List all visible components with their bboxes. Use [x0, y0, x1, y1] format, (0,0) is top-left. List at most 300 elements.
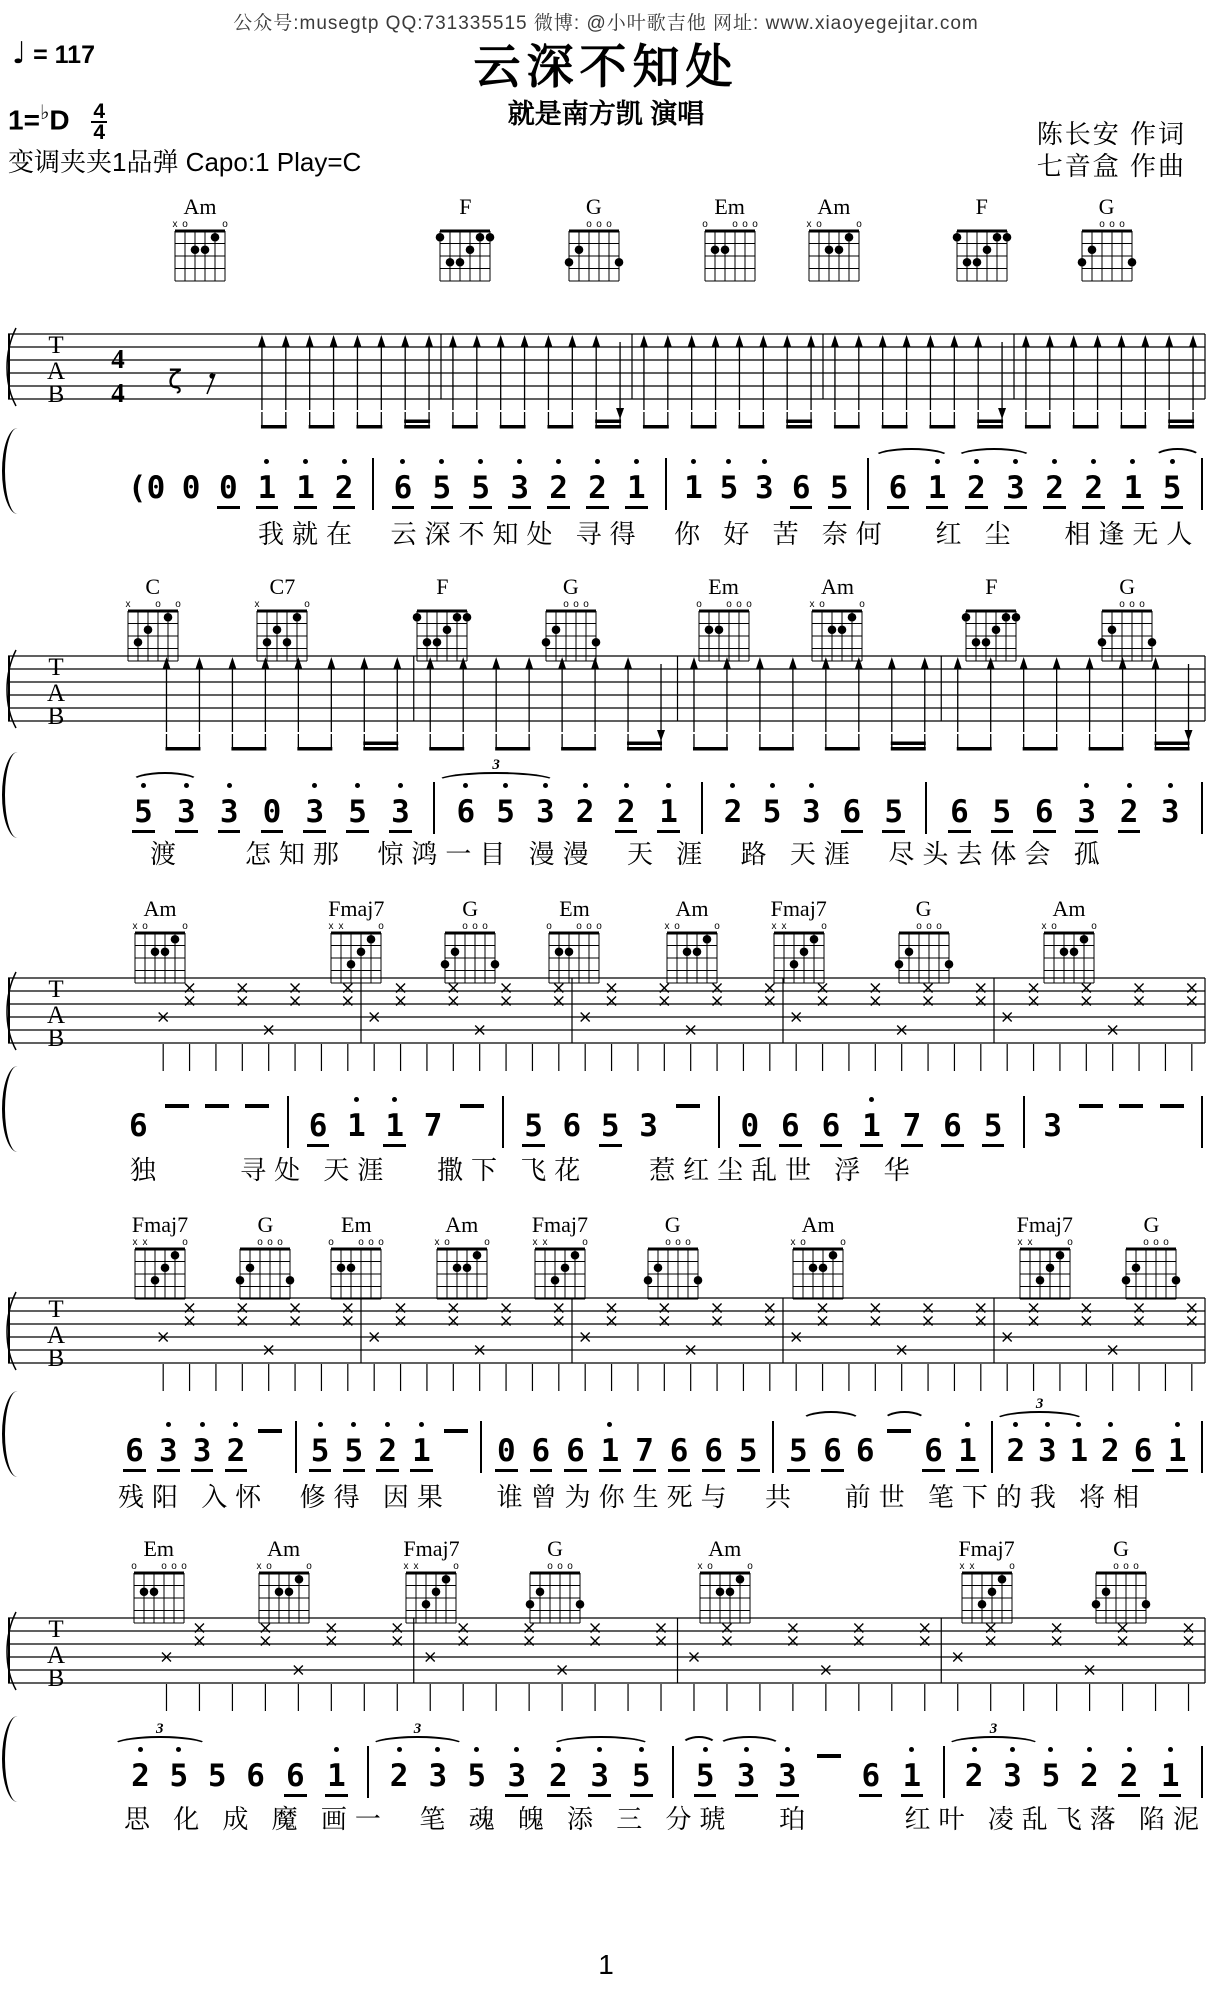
jianpu-digit: 6 [1033, 794, 1056, 833]
high-octave-dot [965, 1422, 970, 1427]
jianpu-note [657, 790, 680, 834]
jianpu-digit [165, 1104, 189, 1108]
jianpu-digit: 5 [309, 1433, 332, 1472]
jianpu-note [683, 466, 703, 510]
svg-text:o: o [265, 1561, 272, 1572]
triplet-number: 3 [989, 1721, 998, 1737]
triplet-arc [112, 1721, 208, 1755]
chord-label: G [1119, 574, 1136, 599]
jianpu-note [1100, 1429, 1120, 1473]
triplet-arc [436, 757, 556, 791]
jianpu-digit: 1 [1069, 1433, 1089, 1469]
high-octave-dot [1127, 1747, 1132, 1752]
chord-label: Em [143, 1536, 175, 1561]
jianpu-note [175, 790, 198, 834]
jianpu-note [431, 466, 454, 510]
high-octave-dot [666, 783, 671, 788]
chord-label: Am [708, 1536, 742, 1561]
svg-text:o: o [358, 1237, 365, 1248]
jianpu-digit: 0 [261, 794, 284, 833]
jianpu-measure [704, 768, 925, 834]
jianpu-note [564, 1429, 587, 1473]
high-octave-dot [691, 459, 696, 464]
time-signature-top: 4 [93, 99, 106, 123]
jianpu-note [901, 1754, 924, 1798]
jianpu-note [719, 466, 739, 510]
jianpu-note [535, 790, 555, 834]
barline [772, 1421, 774, 1473]
jianpu-note [467, 1754, 487, 1798]
jianpu-note [294, 466, 317, 510]
svg-text:B: B [47, 381, 65, 408]
jianpu-digit: 5 [1161, 470, 1184, 509]
jianpu-digit: 1 [956, 1433, 979, 1472]
jianpu-note [218, 790, 241, 834]
jianpu-digit: 3 [1075, 794, 1098, 833]
jianpu-digit: 2 [1079, 1758, 1099, 1794]
svg-text:o: o [746, 1561, 753, 1572]
jianpu-note [926, 466, 949, 510]
svg-text:o: o [751, 219, 758, 230]
svg-text:o: o [596, 921, 603, 932]
svg-text:o: o [935, 921, 942, 932]
jianpu-digit: 6 [941, 1108, 964, 1147]
quarter-note-icon: ♩ [12, 36, 27, 71]
high-octave-dot [1091, 459, 1096, 464]
svg-text:o: o [586, 921, 593, 932]
chord-diagram-row [0, 196, 1212, 292]
jianpu-note [828, 466, 851, 510]
high-octave-dot [517, 459, 522, 464]
chord-label: F [459, 194, 472, 219]
key-letter: D [49, 104, 70, 136]
high-octave-dot [138, 1747, 143, 1752]
jianpu-measure [375, 444, 664, 510]
jianpu-digit: 5 [469, 470, 492, 509]
jianpu-note [965, 466, 988, 510]
chord-am [801, 196, 867, 293]
jianpu-digit: 3 [1160, 794, 1180, 830]
chord-label: G [562, 574, 579, 599]
high-octave-dot [514, 1747, 519, 1752]
jianpu-digit: 0 [739, 1108, 762, 1147]
jianpu-note [776, 1754, 799, 1798]
jianpu-line [0, 757, 1208, 834]
high-octave-dot [1052, 459, 1057, 464]
chord-label: Fmaj7 [328, 896, 385, 921]
jianpu-digit: 3 [801, 794, 821, 830]
jianpu-digit: 3 [755, 470, 774, 506]
svg-text:o: o [741, 219, 748, 230]
jianpu-digit: 6 [307, 1108, 330, 1147]
jianpu-note [1132, 1429, 1155, 1473]
jianpu-digit: 2 [1082, 470, 1105, 509]
svg-text:o: o [1163, 1237, 1170, 1248]
svg-text:o: o [706, 1561, 713, 1572]
jianpu-note [599, 1104, 622, 1148]
jianpu-digit: 1 [926, 470, 949, 509]
svg-text:o: o [582, 1237, 588, 1248]
chord-label: Am [820, 574, 854, 599]
jianpu-digit: 1 [1166, 1433, 1189, 1472]
high-octave-dot [392, 1097, 397, 1102]
svg-text:o: o [182, 1237, 188, 1248]
jianpu-digit: 1 [901, 1758, 924, 1797]
jianpu-digit: 2 [131, 1758, 150, 1794]
jianpu-digit: 2 [376, 1433, 399, 1472]
chord-label: Am [445, 1212, 479, 1237]
jianpu-line [0, 1396, 1208, 1473]
svg-text:T: T [48, 654, 64, 681]
composer-credit: 七音盒 作曲 [1036, 151, 1186, 181]
system-brace [2, 752, 19, 838]
svg-text:o: o [840, 1237, 846, 1248]
jianpu-digit: 7 [633, 1433, 656, 1472]
chord-label: F [985, 574, 998, 599]
jianpu-digit: 5 [630, 1758, 653, 1797]
high-octave-dot [419, 1422, 424, 1427]
jianpu-note [444, 1429, 468, 1473]
jianpu-digit: 2 [964, 1758, 984, 1794]
tie-arc [131, 772, 199, 791]
triplet-number: 3 [492, 757, 500, 773]
high-octave-dot [200, 1422, 205, 1427]
svg-text:o: o [714, 921, 720, 932]
jianpu-note [325, 1754, 348, 1798]
jianpu-note [261, 790, 284, 834]
high-octave-dot [439, 459, 444, 464]
high-octave-dot [869, 1097, 874, 1102]
svg-text:o: o [443, 1237, 450, 1248]
jianpu-note [1079, 1104, 1103, 1148]
svg-text:x: x [532, 1237, 538, 1248]
chord-label: G [915, 896, 932, 921]
jianpu-note [522, 1104, 545, 1148]
song-title: 云深不知处 [473, 40, 739, 93]
chord-label: C7 [269, 574, 296, 599]
jianpu-digit: 6 [392, 470, 415, 509]
svg-text:o: o [576, 921, 583, 932]
jianpu-measure [112, 1721, 366, 1798]
jianpu-digit: 1 [1159, 1758, 1182, 1797]
watermark-contact-line: 公众号:musegtp QQ:731335515 微博: @小叶歌吉他 网址: www.xiaoyegejitar.com [233, 13, 979, 34]
jianpu-note [343, 1429, 366, 1473]
jianpu-note [217, 466, 240, 510]
jianpu-measure [370, 1721, 671, 1798]
chord-diagram-grid [167, 218, 233, 288]
high-octave-dot [972, 1747, 977, 1752]
jianpu-digit [258, 1429, 282, 1433]
jianpu-digit: 1 [256, 470, 279, 509]
chord-diagram-grid [697, 218, 763, 288]
jianpu-digit: 1 [325, 1758, 348, 1797]
jianpu-note [562, 1104, 582, 1148]
svg-text:o: o [695, 599, 702, 610]
svg-text:o: o [925, 921, 932, 932]
high-octave-dot [166, 1422, 171, 1427]
svg-text:o: o [1118, 219, 1125, 230]
jianpu-digit: 5 [787, 1433, 810, 1472]
high-octave-dot [809, 783, 814, 788]
svg-text:x: x [969, 1561, 975, 1572]
jianpu-digit: 2 [615, 794, 638, 833]
svg-text:o: o [1129, 599, 1135, 610]
chord-label: G [462, 896, 479, 921]
jianpu-note [389, 790, 412, 834]
system-brace [2, 1066, 19, 1152]
jianpu-note [887, 466, 910, 510]
jianpu-note [191, 1429, 214, 1473]
jianpu-digit: 3 [1037, 1433, 1057, 1469]
chord-f [949, 196, 1015, 293]
barline [925, 782, 927, 834]
barline [480, 1421, 482, 1473]
jianpu-measure [112, 1082, 286, 1148]
svg-text:o: o [859, 599, 866, 610]
jianpu-note [668, 1429, 691, 1473]
svg-text:o: o [277, 1237, 284, 1248]
jianpu-digit [444, 1429, 468, 1433]
barline [991, 1421, 993, 1473]
jianpu-line [0, 1721, 1208, 1798]
svg-text:o: o [606, 219, 612, 230]
high-octave-dot [1130, 459, 1135, 464]
barline [672, 1746, 674, 1798]
jianpu-digit: 6 [456, 794, 476, 830]
jianpu-digit: 2 [1118, 794, 1141, 833]
jianpu-digit: 3 [428, 1758, 448, 1794]
tie-arc [718, 1736, 781, 1755]
chord-label: Em [714, 194, 745, 219]
svg-text:B: B [47, 1665, 65, 1692]
jianpu-digit: 0 [181, 470, 201, 506]
jianpu-digit: 6 [855, 1433, 875, 1469]
svg-text:o: o [1051, 921, 1057, 932]
svg-text:o: o [1008, 1561, 1015, 1572]
jianpu-digit: 5 [132, 794, 155, 833]
high-octave-dot [141, 783, 146, 788]
jianpu-digit: 5 [982, 1108, 1005, 1147]
barline [867, 458, 869, 510]
jianpu-digit: 6 [702, 1433, 725, 1472]
high-octave-dot [543, 783, 548, 788]
barline [433, 782, 435, 834]
svg-text:o: o [182, 219, 188, 230]
svg-text:o: o [170, 1561, 177, 1572]
jianpu-digit: 1 [347, 1108, 366, 1144]
svg-text:x: x [697, 1561, 703, 1572]
barline [943, 1746, 945, 1798]
high-octave-dot [1084, 783, 1089, 788]
chord-label: G [1098, 194, 1115, 219]
svg-text:4: 4 [111, 344, 125, 374]
jianpu-digit: 2 [547, 470, 570, 509]
svg-text:T: T [48, 332, 64, 359]
jianpu-digit: 6 [668, 1433, 691, 1472]
svg-text:o: o [1066, 1237, 1073, 1248]
high-octave-dot [1087, 1747, 1092, 1752]
chord-label: G [585, 194, 602, 219]
high-octave-dot [342, 459, 347, 464]
jianpu-note [1006, 1429, 1026, 1473]
chord-label: Am [1052, 896, 1086, 921]
jianpu-note [303, 790, 326, 834]
high-octave-dot [318, 1422, 323, 1427]
high-octave-dot [264, 459, 269, 464]
tie-arc [681, 1736, 717, 1755]
jianpu-line [0, 1078, 1208, 1148]
jianpu-digit: 2 [389, 1758, 409, 1794]
jianpu-digit: 5 [431, 470, 454, 509]
chord-label: Fmaj7 [770, 896, 827, 921]
jianpu-digit: 6 [790, 470, 813, 509]
jianpu-digit [1160, 1104, 1184, 1108]
jianpu-note [410, 1429, 433, 1473]
svg-text:o: o [731, 219, 738, 230]
svg-text:o: o [1119, 599, 1125, 610]
jianpu-digit: 5 [343, 1433, 366, 1472]
jianpu-digit: 5 [346, 794, 369, 833]
high-octave-dot [770, 783, 775, 788]
jianpu-note [1166, 1429, 1189, 1473]
svg-text:o: o [596, 219, 602, 230]
jianpu-note [169, 1754, 189, 1798]
high-octave-dot [354, 1097, 359, 1102]
jianpu-digit [205, 1104, 229, 1108]
barline [718, 1096, 720, 1148]
chord-label: Fmaj7 [131, 1212, 189, 1237]
jianpu-digit: 5 [719, 470, 739, 506]
jianpu-note [1043, 466, 1066, 510]
tab-staff [0, 326, 1212, 436]
tie-arc [956, 448, 1033, 467]
svg-text:o: o [1123, 1561, 1129, 1572]
svg-text:o: o [563, 599, 569, 610]
jianpu-note [389, 1754, 409, 1798]
triplet-number: 3 [413, 1721, 422, 1737]
jianpu-note [633, 1429, 656, 1473]
high-octave-dot [703, 1747, 708, 1752]
jianpu-note [588, 1754, 611, 1798]
jianpu-note [469, 466, 492, 510]
high-octave-dot [1048, 1747, 1053, 1752]
system-brace [2, 428, 19, 514]
svg-text:x: x [338, 921, 344, 932]
svg-text:o: o [573, 599, 579, 610]
svg-text:x: x [781, 921, 787, 932]
high-octave-dot [1168, 783, 1173, 788]
jianpu-digit: 3 [175, 794, 198, 833]
jianpu-note [639, 1104, 659, 1148]
high-octave-dot [1013, 459, 1018, 464]
svg-text:o: o [735, 599, 742, 610]
jianpu-note [225, 1429, 248, 1473]
chord-diagram-grid [432, 218, 498, 288]
jianpu-measure [112, 768, 432, 834]
svg-text:B: B [47, 1345, 65, 1372]
barline [1201, 1421, 1203, 1473]
svg-text:o: o [1139, 599, 1145, 610]
chord-label: Am [267, 1536, 301, 1561]
jianpu-note [207, 1754, 227, 1798]
high-octave-dot [634, 459, 639, 464]
jianpu-digit: 6 [564, 1433, 587, 1472]
high-octave-dot [935, 459, 940, 464]
barline [367, 1746, 369, 1798]
jianpu-note [964, 1754, 984, 1798]
svg-text:o: o [820, 921, 827, 932]
jianpu-digit: 5 [882, 794, 905, 833]
jianpu-measure [112, 1407, 294, 1473]
chord-label: Am [801, 1212, 835, 1237]
svg-text:x: x [664, 921, 670, 932]
svg-text:o: o [182, 921, 188, 932]
jianpu-note [1069, 1429, 1089, 1473]
triplet-number: 3 [1035, 1396, 1044, 1412]
barline [287, 1096, 289, 1148]
jianpu-digit: 2 [225, 1433, 248, 1472]
jianpu-note [1118, 1754, 1141, 1798]
jianpu-note [625, 466, 648, 510]
jianpu-note [599, 1429, 622, 1473]
jianpu-digit: 1 [383, 1108, 406, 1147]
jianpu-note [841, 790, 864, 834]
high-octave-dot [385, 1422, 390, 1427]
jianpu-note [821, 1429, 844, 1473]
jianpu-note [1004, 466, 1027, 510]
svg-text:x: x [172, 219, 178, 230]
jianpu-note [801, 790, 821, 834]
jianpu-digit: 3 [389, 794, 412, 833]
jianpu-digit [887, 1429, 911, 1433]
high-octave-dot [474, 1747, 479, 1752]
jianpu-digit: 3 [303, 794, 326, 833]
svg-text:T: T [48, 976, 64, 1003]
barline [1201, 1096, 1203, 1148]
jianpu-digit: 1 [1122, 470, 1145, 509]
svg-text:o: o [1091, 921, 1097, 932]
high-octave-dot [1175, 1422, 1180, 1427]
svg-text:o: o [1098, 219, 1105, 230]
jianpu-digit: 2 [586, 470, 609, 509]
svg-text:o: o [378, 921, 385, 932]
tab-staff [0, 970, 1212, 1080]
lyrics-line: 独 寻处 天涯 撒下 飞花 惹红尘乱世 浮 华 [130, 1155, 918, 1185]
svg-text:o: o [378, 1237, 385, 1248]
jianpu-digit: 1 [599, 1433, 622, 1472]
chord-label: C [145, 574, 161, 599]
svg-text:x: x [434, 1237, 440, 1248]
jianpu-digit: 6 [246, 1758, 265, 1794]
chord-label: F [975, 194, 988, 219]
svg-text:x: x [1041, 921, 1047, 932]
barline [502, 1096, 504, 1148]
jianpu-digit: 3 [218, 794, 241, 833]
jianpu-digit: 6 [887, 470, 910, 509]
svg-text:o: o [1133, 1561, 1139, 1572]
jianpu-digit: 6 [948, 794, 971, 833]
chord-label: G [1113, 1536, 1130, 1561]
jianpu-note [495, 1429, 518, 1473]
svg-text:x: x [254, 599, 260, 610]
jianpu-digit: 5 [169, 1758, 189, 1794]
jianpu-note [901, 1104, 924, 1148]
jianpu-note [547, 466, 570, 510]
svg-text:o: o [368, 1237, 375, 1248]
chord-label: G [664, 1212, 681, 1237]
jianpu-digit: 3 [1043, 1108, 1062, 1144]
high-octave-dot [1170, 459, 1175, 464]
